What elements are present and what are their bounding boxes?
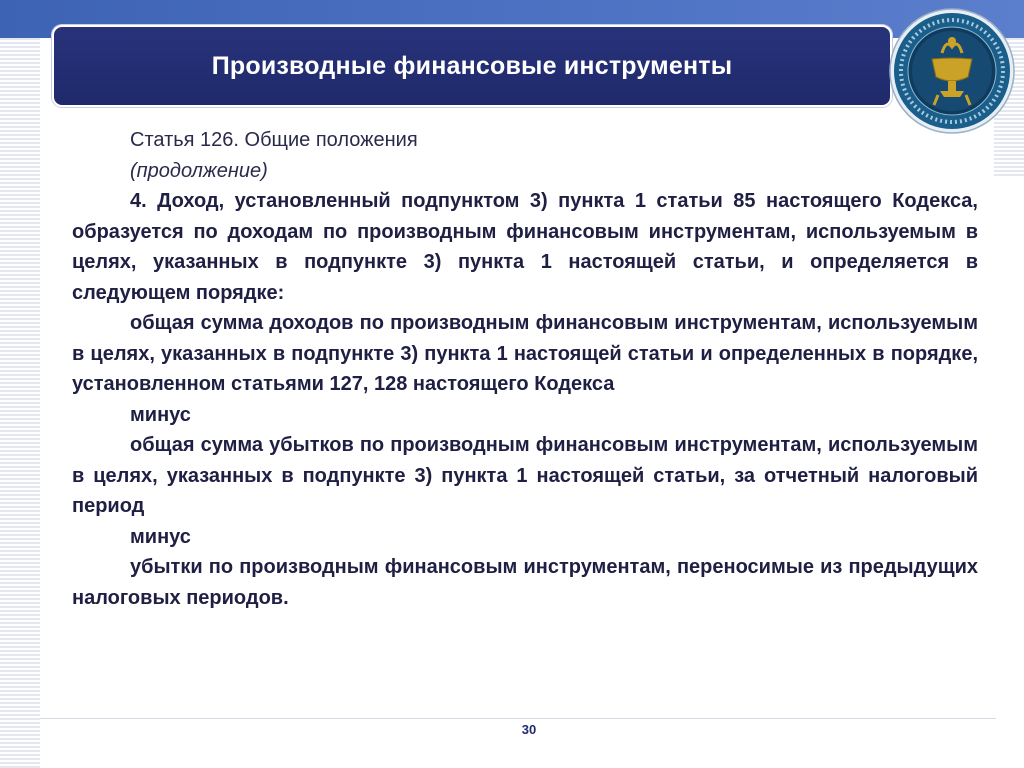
article-text: [72, 125, 978, 613]
paragraph-total-income: общая сумма доходов по производным финансовым инструментам, используемым в целях, указанных в подпункте 3) пункта 1 настоящей статьи и определенных в порядке, установленном статьями 127, 128 настоящего Кодекса: [72, 312, 978, 395]
article-heading: Статья 126. Общие положения: [130, 129, 418, 151]
slide-title: Производные финансовые инструменты: [211, 51, 733, 80]
footer-divider: [40, 718, 996, 719]
continuation-label: (продолжение): [130, 159, 268, 182]
emblem-icon: [888, 7, 1016, 135]
paragraph-total-losses: общая сумма убытков по производным финансовым инструментам, используемым в целях, указанных в подпункте 3) пункта 1 настоящей статьи, за отчетный налоговый период: [72, 434, 978, 517]
left-decorative-stripes: [0, 38, 40, 768]
paragraph-item-4: 4. Доход, установленный подпунктом 3) пункта 1 статьи 85 настоящего Кодекса, образуется по доходам по производным финансовым инструментам, используемым в целях, указанных в подпункте 3) пункта 1 настоящей статьи, и определяется в следующем порядке:: [72, 190, 978, 304]
page-number: 30: [521, 722, 537, 737]
title-bar: [52, 25, 892, 107]
paragraph-minus: минус: [130, 403, 191, 426]
paragraph-minus: минус: [130, 525, 191, 548]
paragraph-carried-losses: убытки по производным финансовым инструментам, переносимые из предыдущих налоговых периодов.: [72, 556, 978, 609]
